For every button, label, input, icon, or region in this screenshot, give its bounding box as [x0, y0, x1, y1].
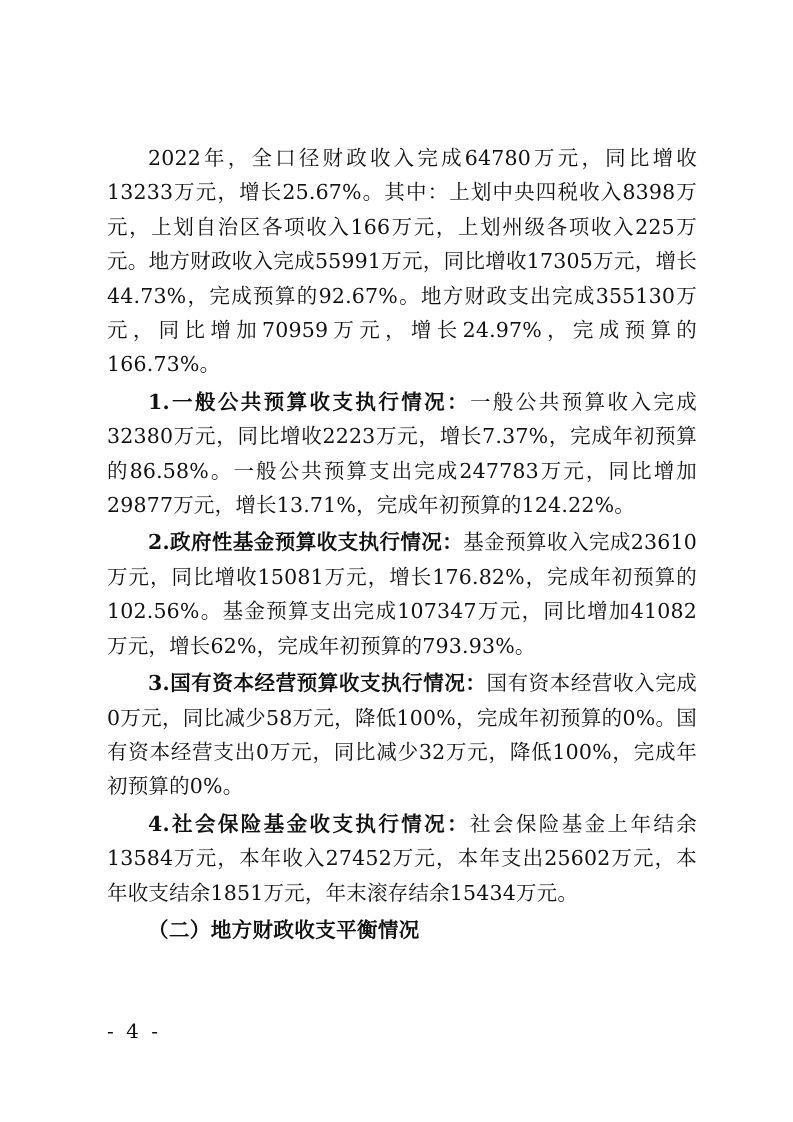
document-body — [107, 141, 697, 947]
paragraph-general-budget — [107, 385, 697, 523]
paragraph-text: 一般公共预算收入完成32380万元，同比增收2223万元，增长7.37%，完成年初预算的86.58%。一般公共预算支出完成247783万元，同比增加29877万元，增长13.71%，完成年初预算的124.22%。 — [107, 389, 698, 518]
page-number: - 4 - — [107, 1019, 161, 1043]
paragraph-lead: 2.政府性基金预算收支执行情况： — [148, 530, 464, 555]
paragraph-text: 基金预算收入完成23610万元，同比增收15081万元，增长176.82%，完成年初预算的102.56%。基金预算支出完成107347万元，同比增加41082万元，增长62%，完成年初预算的793.93%。 — [107, 530, 697, 658]
paragraph-overview — [107, 141, 697, 382]
paragraph-text: 国有资本经营收入完成0万元，同比减少58万元，降低100%，完成年初预算的0%。国有资本经营支出0万元，同比减少32万元，降低100%，完成年初预算的0%。 — [107, 671, 697, 799]
paragraph-state-capital — [107, 666, 697, 804]
paragraph-text: 2022年，全口径财政收入完成64780万元，同比增收13233万元，增长25.67%。其中：上划中央四税收入8398万元，上划自治区各项收入166万元，上划州级各项收入225万元。地方财政收入完成55991万元，同比增收17305万元，增长44.73%，完成预算的92.67%。地方财政支出完成355130万元，同比增加70959万元，增长24.97%，完成预算的166.73%。 — [107, 146, 697, 377]
paragraph-government-fund — [107, 525, 697, 663]
paragraph-text: 社会保险基金上年结余13584万元，本年收入27452万元，本年支出25602万元，本年收支结余1851万元，年末滚存结余15434万元。 — [107, 811, 698, 905]
paragraph-lead: 4.社会保险基金收支执行情况： — [148, 811, 471, 836]
paragraph-lead: 3.国有资本经营预算收支执行情况： — [148, 671, 487, 696]
paragraph-social-insurance — [107, 807, 697, 910]
section-subheading: （二）地方财政收支平衡情况 — [148, 917, 420, 942]
paragraph-lead: 1.一般公共预算收支执行情况： — [148, 389, 471, 414]
